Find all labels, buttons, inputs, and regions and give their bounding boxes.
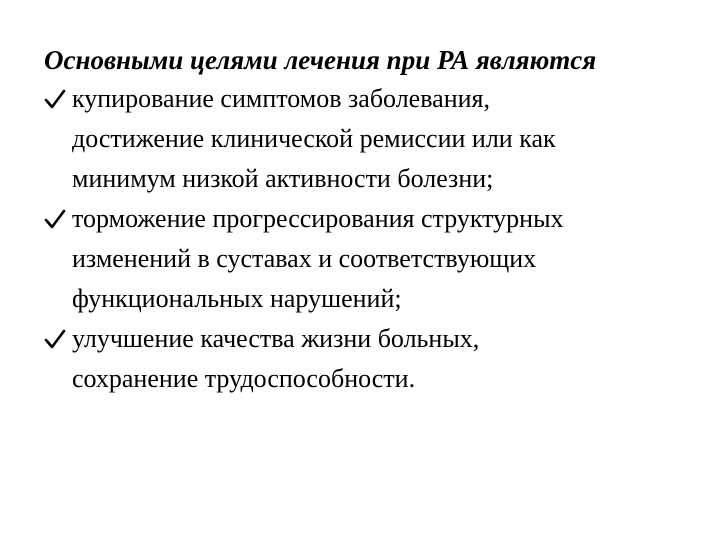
list-item-line: сохранение трудоспособности. (72, 364, 416, 393)
checkmark-icon (44, 208, 66, 230)
list-item (44, 319, 710, 399)
list-item-line: купирование симптомов заболевания, (72, 84, 490, 113)
bullet-list (44, 79, 710, 399)
list-item (44, 79, 710, 199)
list-item-line: функциональных нарушений; (72, 284, 402, 313)
slide-heading: Основными целями лечения при РА являются (44, 45, 597, 75)
list-item (44, 199, 710, 319)
list-item-line: минимум низкой активности болезни; (72, 164, 494, 193)
list-item-line: торможение прогрессирования структурных (72, 204, 564, 233)
list-item-line: достижение клинической ремиссии или как (72, 124, 556, 153)
checkmark-icon (44, 328, 66, 350)
list-item-line: изменений в суставах и соответствующих (72, 244, 537, 273)
checkmark-icon (44, 88, 66, 110)
list-item-line: улучшение качества жизни больных, (72, 324, 480, 353)
